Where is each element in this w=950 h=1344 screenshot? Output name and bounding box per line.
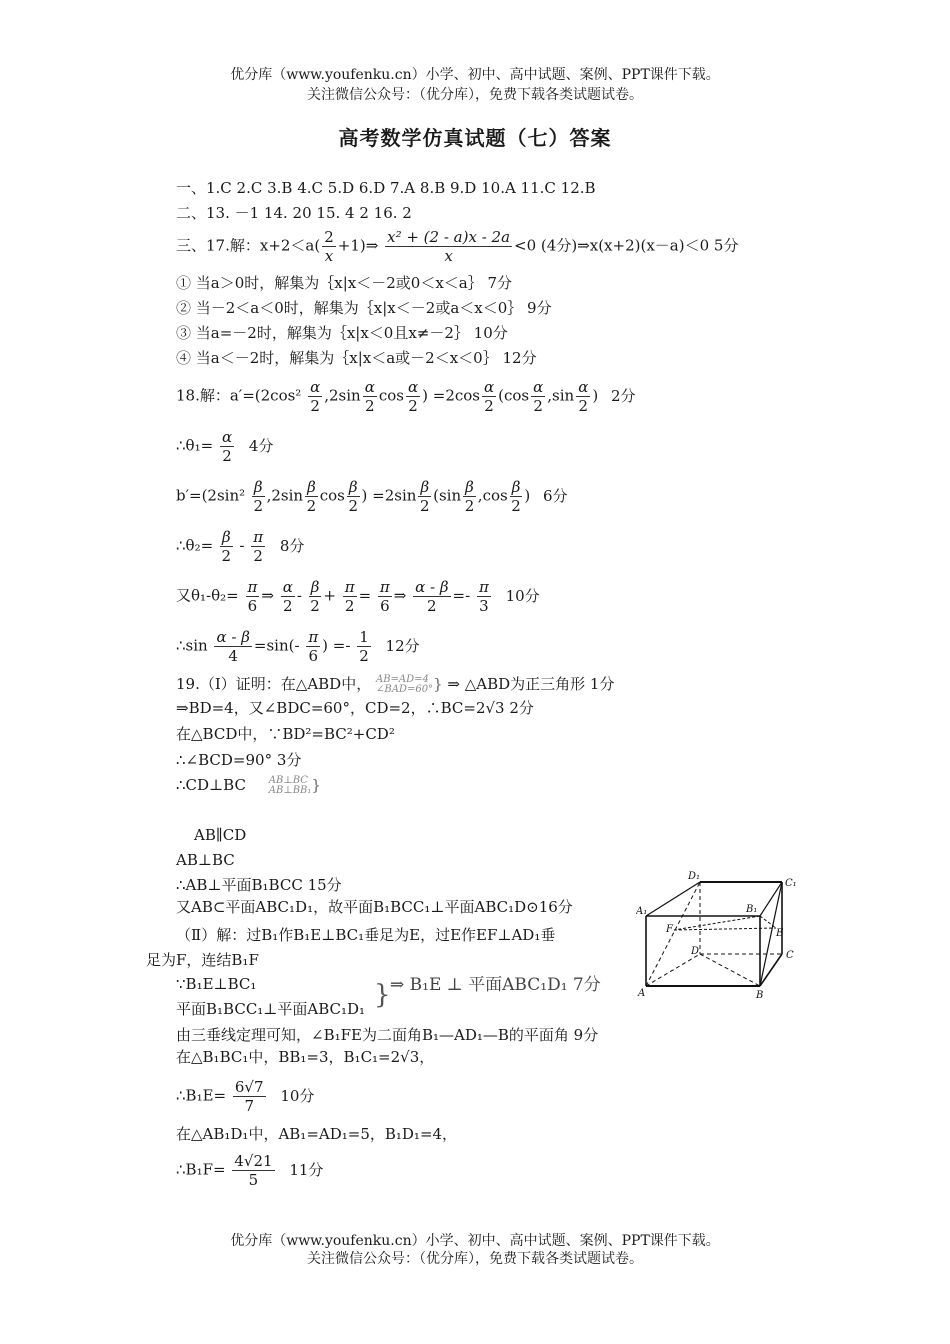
label-d1: D₁ (688, 871, 701, 882)
q19-l15-lead: ∴B₁E= (176, 1086, 227, 1105)
q18-line-6: ∴sin $\frac{\alpha - \beta}{4}$ =sin(- $\frac{\pi}{6}$ ) =- $\frac{1}{2}$ 12分 (176, 628, 420, 665)
q19-l5-brace-bot: AB⊥BB₁ (268, 785, 312, 796)
q18-line-2: ∴θ₁= $\frac{\alpha}{2}$ 4分 (176, 428, 274, 465)
q19-l1: 19.（Ⅰ）证明：在△ABD中， (176, 675, 372, 693)
q19-line-1: 19.（Ⅰ）证明：在△ABD中， AB=AD=4 ∠BAD=60° } ⇒ △ABD为正三角形 1分 (176, 674, 615, 695)
q19-l17-lead: ∴B₁F= (176, 1160, 226, 1179)
q19-l1-brace-top: AB=AD=4 (375, 674, 429, 685)
q17-frac2-den: x (444, 247, 453, 265)
q19-line-2: ⇒BD=4，又∠BDC=60°，CD=2，∴BC=2√3 2分 (176, 699, 534, 717)
q17-tail: <0 (4分)⇒x(x+2)(x－a)＜0 5分 (514, 236, 739, 255)
footer-line-1: 优分库（www.youfenku.cn）小学、初中、高中试题、案例、PPT课件下载。 (230, 1233, 720, 1249)
q18-l3-points: 6分 (543, 486, 568, 505)
q19-line-4: ∴∠BCD=90° 3分 (176, 751, 302, 769)
label-a: A (638, 988, 646, 999)
footer-line-2: 关注微信公众号：（优分库），免费下载各类试题试卷。 (307, 1251, 643, 1267)
q19-line-12b: 平面B₁BCC₁⊥平面ABC₁D₁ (176, 1000, 366, 1018)
q19-l17-points: 11分 (289, 1160, 324, 1179)
q17-frac2-num: x² + (2 - a)x - 2a (387, 228, 511, 246)
q19-line-17 (176, 1152, 323, 1189)
q19-l15-den: 7 (244, 1097, 254, 1115)
q17-case-3: ③ 当a=－2时，解集为｛x|x＜0且x≠－2｝ 10分 (176, 324, 508, 342)
q17-case-4: ④ 当a＜－2时，解集为｛x|x＜a或－2＜x＜0｝ 12分 (176, 349, 537, 367)
answers-part2: 二、13. －1 14. 20 15. 4 2 16. 2 (176, 204, 412, 222)
q18-l4-lead: ∴θ₂= (176, 536, 214, 555)
q19-line-15 (176, 1078, 314, 1115)
q17-frac-den: x (324, 247, 334, 265)
q18-l2-points: 4分 (248, 436, 274, 455)
q19-line-16: 在△AB₁D₁中，AB₁=AD₁=5，B₁D₁=4， (176, 1125, 458, 1143)
q18-beta: β (221, 528, 231, 546)
q18-l1-lead: 18.解：a′=(2cos² (176, 386, 302, 405)
line-b1f (674, 916, 760, 930)
q18-line-3: b′=(2sin² $\frac{\beta}{2}$ ,2sin $\frac{\beta}{2}$ cos $\frac{\beta}{2}$ ) =2sin $\frac{\beta}{2}$ (sin $\frac{\beta}{2}$ ,cos $\frac{\beta}{2}$ ) 6分 (176, 478, 568, 515)
q18-line-1: 18.解：a′=(2cos² $\frac{\alpha}{2}$ ,2sin $\frac{\alpha}{2}$ cos $\frac{\alpha}{2}$ ) =2cos $\frac{\alpha}{2}$ (cos $\frac{\alpha}{2}$ ,sin $\frac{\alpha}{2}$ ) 2分 (176, 378, 636, 415)
q19-brace: } (374, 980, 391, 1010)
q18-l5-lead: 又θ₁-θ₂= (176, 586, 239, 605)
label-c: C (786, 950, 794, 961)
q19-l15-points: 10分 (280, 1086, 315, 1105)
header-line-1: 优分库（www.youfenku.cn）小学、初中、高中试题、案例、PPT课件下载。 (230, 67, 720, 83)
q19-line-8: ∴AB⊥平面B₁BCC 15分 (176, 876, 342, 894)
q19-line-5: ∴CD⊥BC AB⊥BC AB⊥BB₁ } (176, 775, 321, 796)
q19-line-9: 又AB⊂平面ABC₁D₁，故平面B₁BCC₁⊥平面ABC₁D⊙16分 (176, 898, 573, 916)
label-f: F (666, 924, 673, 935)
q18-l1-points: 2分 (610, 386, 636, 405)
q17-case-1: ① 当a＞0时，解集为｛x|x＜－2或0＜x＜a｝ 7分 (176, 274, 513, 292)
q18-pi: π (253, 528, 264, 546)
q18-line-4: ∴θ₂= $\frac{\beta}{2}$ - $\frac{\pi}{2}$ 8分 (176, 528, 305, 565)
edge-d1a1 (646, 882, 700, 916)
page-title: 高考数学仿真试题（七）答案 (338, 126, 612, 150)
label-d: D (691, 946, 700, 957)
q18-one: 1 (359, 628, 369, 646)
q17-case-2: ② 当－2＜a＜0时，解集为｛x|x＜－2或a＜x＜0｝ 9分 (176, 299, 552, 317)
q18-alpha-minus-beta: α - β (415, 578, 449, 596)
label-c1: C₁ (785, 878, 797, 889)
label-e: E (776, 928, 784, 939)
q17-frac-num: 2 (324, 228, 334, 246)
q18-l3-lead: b′=(2sin² (176, 486, 246, 505)
q18-three: 3 (479, 597, 489, 615)
q19-l15-num: 6√7 (234, 1078, 264, 1096)
q18-l2-lead: ∴θ₁= (176, 436, 214, 455)
q18-six: 6 (247, 597, 258, 615)
q19-l17-num: 4√21 (234, 1152, 273, 1170)
prism-figure (636, 868, 808, 1003)
q17-mid: +1)⇒ (337, 236, 379, 255)
q18-line-5: 又θ₁-θ₂= $\frac{\pi}{6}$ ⇒ $\frac{\alpha}{2}$ - $\frac{\beta}{2}$ + $\frac{\pi}{2}$ = $\frac{\pi}{6}$ ⇒ $\frac{\alpha - \beta}{2}$ =- $\frac{\pi}{3}$ 10分 (176, 578, 540, 615)
q19-line-11: 足为F，连结B₁F (146, 951, 259, 969)
q19-line-12a: ∵B₁E⊥BC₁ (176, 975, 257, 993)
q18-l5-points: 10分 (505, 586, 540, 605)
q19-line-12-conclusion: ⇒ B₁E ⊥ 平面ABC₁D₁ 7分 (390, 975, 601, 995)
q19-line-13: 由三垂线定理可知，∠B₁FE为二面角B₁—AD₁—B的平面角 9分 (176, 1026, 599, 1044)
label-b: B (756, 990, 764, 1001)
q19-l5: ∴CD⊥BC (176, 776, 246, 794)
label-b1: B₁ (746, 904, 758, 915)
q18-alpha: α (310, 378, 321, 396)
q17-lead: 三、17.解：x+2＜a( (176, 236, 321, 255)
q19-line-7: AB⊥BC (176, 851, 235, 869)
q18-two: 2 (310, 397, 320, 415)
q19-line-3: 在△BCD中，∵BD²=BC²+CD² (176, 725, 395, 743)
line-db (700, 954, 760, 986)
label-a1: A₁ (636, 906, 648, 917)
q18-four: 4 (228, 647, 238, 665)
q19-line-10: （Ⅱ）解：过B₁作B₁E⊥BC₁垂足为E，过E作EF⊥AD₁垂 (176, 926, 556, 944)
q19-l1-brace-bot: ∠BAD=60° (375, 684, 434, 695)
q19-l5-brace-top: AB⊥BC (268, 775, 308, 786)
q19-line-6: AB∥CD (194, 826, 247, 844)
q18-l6-points: 12分 (385, 636, 420, 655)
q18-l4-points: 8分 (279, 536, 305, 555)
q19-line-14: 在△B₁BC₁中，BB₁=3，B₁C₁=2√3， (176, 1048, 435, 1066)
q19-l17-den: 5 (248, 1171, 259, 1189)
q19-l1-tail: ⇒ △ABD为正三角形 1分 (447, 675, 615, 693)
q17-line (176, 228, 738, 265)
q18-l6-lead: ∴sin (176, 636, 208, 655)
header-line-2: 关注微信公众号：（优分库），免费下载各类试题试卷。 (307, 87, 643, 103)
answers-part1: 一、1.C 2.C 3.B 4.C 5.D 6.D 7.A 8.B 9.D 10.A 11.C 12.B (176, 179, 596, 197)
